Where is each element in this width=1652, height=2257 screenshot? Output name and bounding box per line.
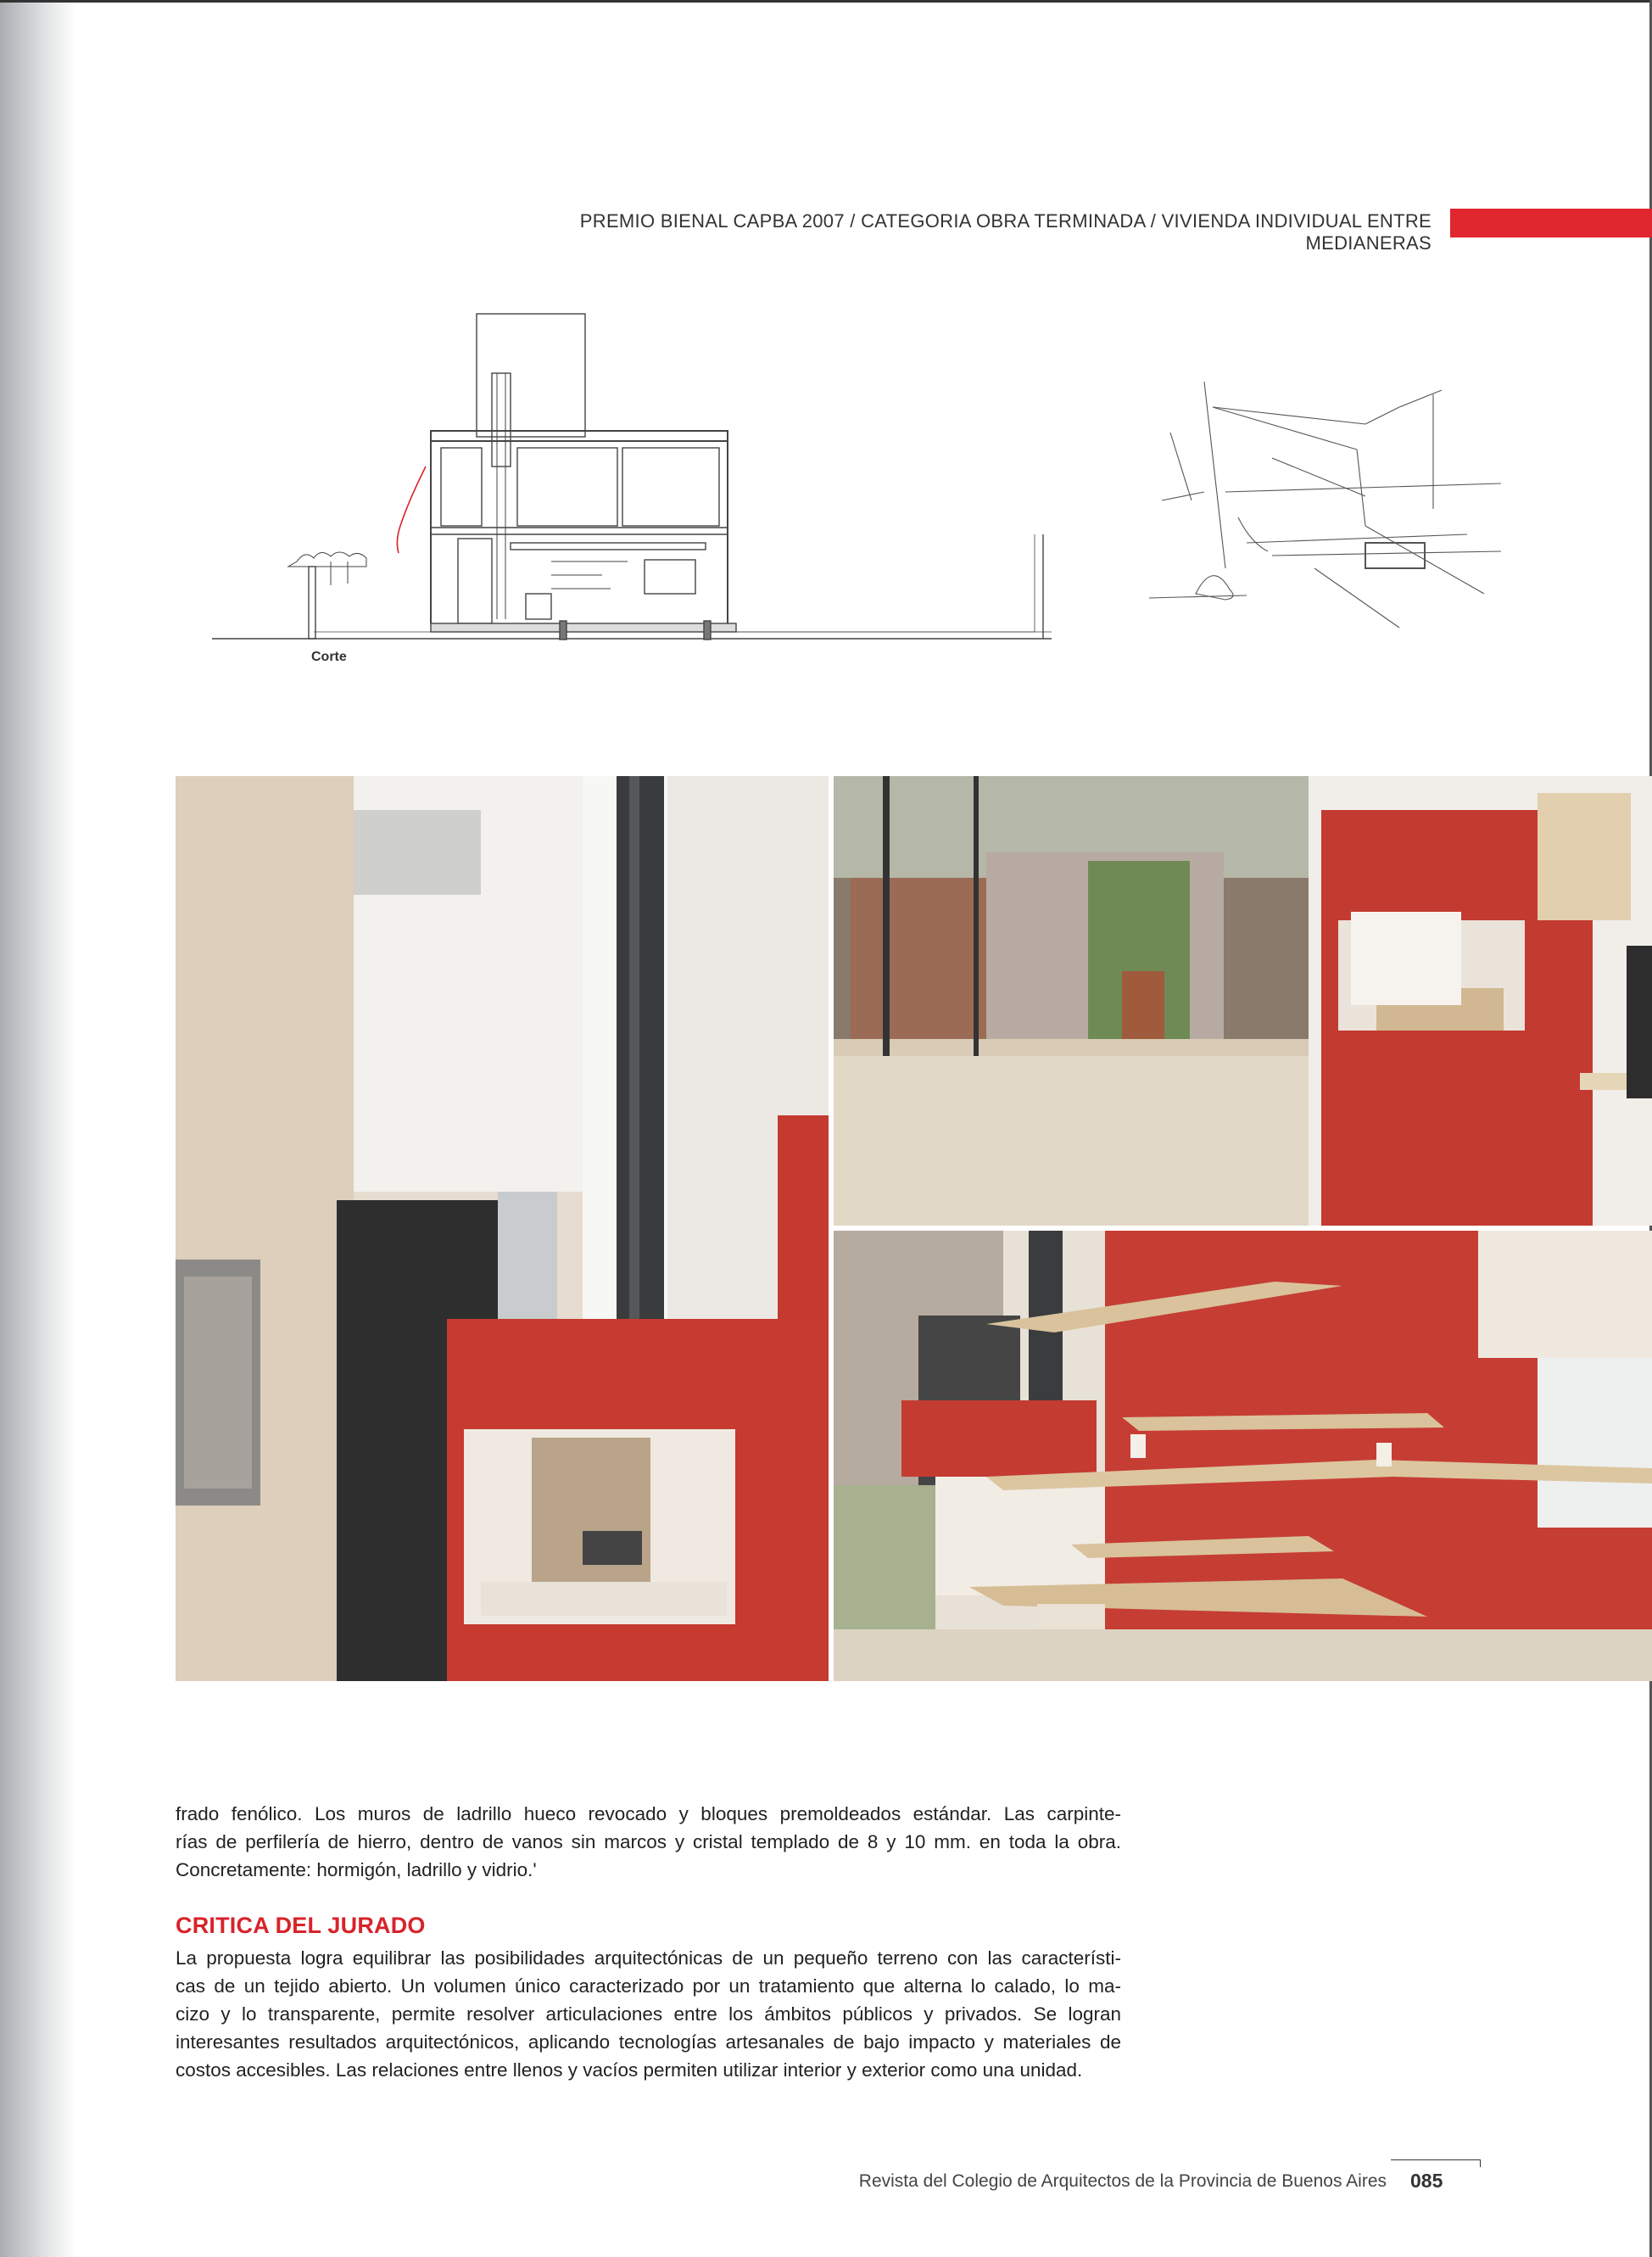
section-color-tab xyxy=(1450,209,1652,237)
section-label: Corte xyxy=(311,650,347,664)
jury-line: La propuesta logra equilibrar las posibilidades arquitectónicas de un pequeño terreno con las característi- xyxy=(176,1947,1121,1969)
jury-line: costos accesibles. Las relaciones entre llenos y vacíos permiten utilizar interior y exterior como una unidad. xyxy=(176,2059,1083,2081)
body-line: rías de perfilería de hierro, dentro de vanos sin marcos y cristal templado de 8 y 10 mm. en toda la obra. xyxy=(176,1831,1121,1852)
interior-photo-fireplace xyxy=(176,776,829,1681)
jury-text xyxy=(176,1944,1121,2084)
body-line: frado fenólico. Los muros de ladrillo hueco revocado y bloques premoldeados estándar. Las carpinte- xyxy=(176,1803,1121,1824)
page-number: 085 xyxy=(1410,2170,1443,2192)
jury-line: interesantes resultados arquitectónicos, aplicando tecnologías artesanales de bajo impacto y materiales de xyxy=(176,2031,1121,2053)
jury-line: cas de un tejido abierto. Un volumen único caracterizado por un tratamiento que alterna lo calado, lo ma- xyxy=(176,1975,1121,1997)
perspective-sketch xyxy=(1145,373,1543,636)
jury-heading: CRITICA DEL JURADO xyxy=(176,1913,426,1938)
body-line: Concretamente: hormigón, ladrillo y vidrio.' xyxy=(176,1859,537,1880)
page-number-bracket xyxy=(1391,2159,1481,2167)
interior-photo-patio xyxy=(834,776,1652,1226)
running-head: PREMIO BIENAL CAPBA 2007 / CATEGORIA OBRA TERMINADA / VIVIENDA INDIVIDUAL ENTRE MEDIANERAS xyxy=(579,210,1432,254)
book-spine-shadow xyxy=(0,0,76,2257)
jury-line: cizo y lo transparente, permite resolver articulaciones entre los ámbitos públicos y privados. Se logran xyxy=(176,2003,1121,2025)
interior-photo-shelves xyxy=(834,1231,1652,1681)
journal-footer: Revista del Colegio de Arquitectos de la Provincia de Buenos Aires xyxy=(858,2171,1387,2191)
body-text xyxy=(176,1800,1121,1884)
page-top-edge xyxy=(0,0,1652,3)
section-drawing xyxy=(204,305,1077,662)
